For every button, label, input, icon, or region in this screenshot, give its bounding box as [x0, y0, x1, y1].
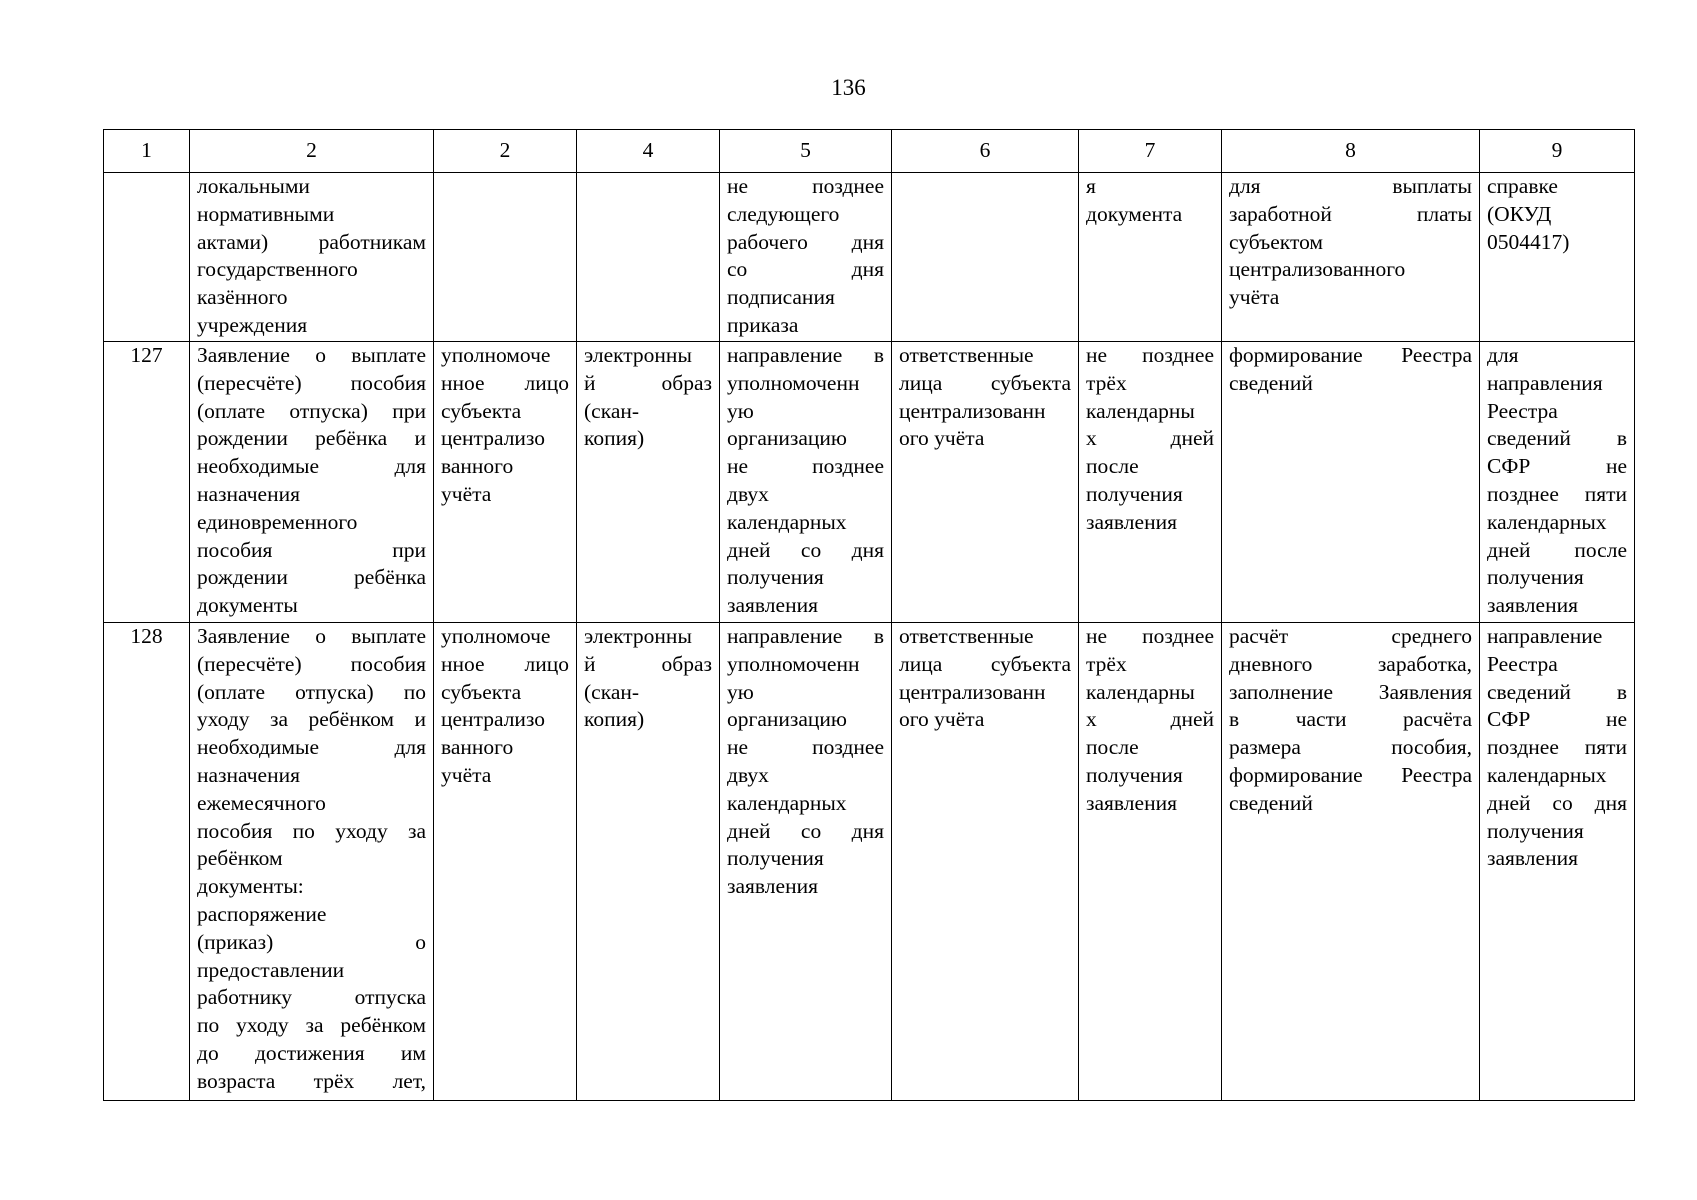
cell-line: календарны — [1086, 398, 1195, 423]
cell-line: ванного — [441, 735, 514, 760]
cell-document — [190, 342, 434, 623]
cell-line: двух — [727, 481, 769, 506]
cell-format — [577, 342, 720, 623]
cell-line: пособия при — [197, 537, 426, 562]
cell-line: сведений в — [1487, 679, 1627, 704]
cell-line: распоряжение — [197, 901, 327, 926]
column-header: 2 — [190, 130, 434, 173]
cell-line: дней после — [1487, 537, 1627, 562]
cell-line: копия) — [584, 426, 645, 451]
cell-line: трёх — [1086, 370, 1127, 395]
column-header: 5 — [720, 130, 892, 173]
cell-processing-term — [1079, 342, 1222, 623]
cell-line: календарных — [1487, 762, 1607, 787]
table-row — [104, 342, 1635, 623]
table-row — [104, 173, 1635, 342]
column-header: 4 — [577, 130, 720, 173]
cell-line: получения — [727, 565, 824, 590]
cell-line: не позднее — [727, 735, 884, 760]
cell-responsible — [434, 623, 577, 1101]
cell-line: (скан- — [584, 679, 640, 704]
cell-line: направление в — [727, 343, 884, 367]
cell-format — [577, 173, 720, 342]
cell-line: получения — [1086, 762, 1183, 787]
cell-line: нормативными — [197, 201, 335, 226]
cell-line: рождении ребёнка и — [197, 426, 426, 451]
cell-line: направление в — [727, 624, 884, 648]
cell-line: электронны — [584, 624, 692, 648]
cell-line: формирование Реестра — [1229, 762, 1472, 787]
cell-line: двух — [727, 762, 769, 787]
cell-purpose — [1222, 173, 1480, 342]
cell-line: необходимые для — [197, 735, 426, 760]
cell-line: ответственные — [899, 624, 1034, 648]
cell-line: субъекта — [441, 398, 522, 423]
cell-line: ответственные — [899, 343, 1034, 367]
cell-line: ую — [727, 679, 754, 704]
cell-line: ежемесячного — [197, 790, 326, 815]
cell-recipient — [892, 173, 1079, 342]
cell-document — [190, 623, 434, 1101]
cell-line: локальными — [197, 174, 310, 198]
cell-line: заработной платы — [1229, 201, 1472, 226]
cell-line: после — [1086, 454, 1139, 479]
cell-line: й образ — [584, 370, 712, 395]
cell-note — [1480, 173, 1635, 342]
cell-line: х дней — [1086, 707, 1214, 732]
cell-line: пособия по уходу за — [197, 818, 426, 843]
cell-line: х дней — [1086, 426, 1214, 451]
cell-line: уполномоченн — [727, 370, 860, 395]
page-number: 136 — [831, 75, 866, 100]
cell-line: электронны — [584, 343, 692, 367]
cell-deadline — [720, 342, 892, 623]
cell-note — [1480, 342, 1635, 623]
cell-recipient — [892, 342, 1079, 623]
cell-line: й образ — [584, 651, 712, 676]
document-table — [103, 129, 1635, 1101]
cell-line: дней со дня — [727, 818, 884, 843]
cell-line: работнику отпуска — [197, 985, 426, 1010]
cell-line: дней со дня — [727, 537, 884, 562]
cell-line: Заявление о выплате — [197, 624, 426, 648]
cell-line: копия) — [584, 707, 645, 732]
cell-line: заявления — [727, 593, 818, 618]
cell-line: учёта — [441, 481, 492, 506]
cell-line: заявления — [727, 874, 818, 899]
cell-line: трёх — [1086, 651, 1127, 676]
cell-line: ого учёта — [899, 707, 985, 732]
cell-line: дней со дня — [1487, 790, 1627, 815]
cell-line: организацию — [727, 707, 847, 732]
cell-deadline — [720, 623, 892, 1101]
cell-line: для выплаты — [1229, 174, 1472, 198]
cell-line: (скан- — [584, 398, 640, 423]
cell-line: ого учёта — [899, 426, 985, 451]
cell-line: календарных — [1487, 509, 1607, 534]
cell-line: следующего — [727, 201, 840, 226]
cell-responsible — [434, 173, 577, 342]
cell-line: государственного — [197, 257, 358, 282]
cell-line: документы — [197, 593, 298, 618]
cell-line: нное лицо — [441, 651, 569, 676]
cell-line: позднее пяти — [1487, 735, 1627, 760]
cell-purpose — [1222, 623, 1480, 1101]
cell-processing-term — [1079, 623, 1222, 1101]
cell-line: уполномоче — [441, 624, 551, 648]
cell-line: предоставлении — [197, 957, 345, 982]
cell-line: для — [1487, 343, 1519, 367]
cell-line: до достижения им — [197, 1040, 426, 1065]
header-row — [104, 130, 1635, 173]
column-header: 8 — [1222, 130, 1480, 173]
cell-line: лица субъекта — [899, 370, 1071, 395]
cell-line: (пересчёте) пособия — [197, 651, 426, 676]
cell-line: приказа — [727, 312, 799, 337]
cell-line: СФР не — [1487, 707, 1627, 732]
cell-line: получения — [1487, 565, 1584, 590]
cell-line: субъектом — [1229, 229, 1324, 254]
cell-line: по уходу за ребёнком — [197, 1013, 426, 1038]
cell-note — [1480, 623, 1635, 1101]
cell-line: после — [1086, 735, 1139, 760]
column-header: 6 — [892, 130, 1079, 173]
cell-responsible — [434, 342, 577, 623]
cell-line: ванного — [441, 454, 514, 479]
cell-line: уходу за ребёнком и — [197, 707, 426, 732]
cell-format — [577, 623, 720, 1101]
cell-line: необходимые для — [197, 454, 426, 479]
cell-line: позднее пяти — [1487, 481, 1627, 506]
cell-line: не позднее — [1086, 343, 1214, 367]
cell-line: Реестра — [1487, 398, 1558, 423]
cell-line: сведений — [1229, 370, 1313, 395]
cell-line: централизованн — [899, 398, 1046, 423]
cell-deadline — [720, 173, 892, 342]
cell-line: централизованного — [1229, 257, 1406, 282]
cell-line: ребёнком — [197, 846, 283, 871]
cell-line: единовременного — [197, 509, 358, 534]
cell-line: я — [1086, 174, 1096, 198]
cell-line: уполномоче — [441, 343, 551, 367]
cell-line: дневного заработка, — [1229, 651, 1472, 676]
column-header: 9 — [1480, 130, 1635, 173]
cell-line: заполнение Заявления — [1229, 679, 1472, 704]
cell-line: учёта — [1229, 285, 1280, 310]
cell-line: заявления — [1086, 790, 1177, 815]
cell-line: актами) работникам — [197, 229, 426, 254]
cell-line: нное лицо — [441, 370, 569, 395]
cell-line: рождении ребёнка — [197, 565, 426, 590]
cell-line: централизо — [441, 707, 546, 732]
table-row — [104, 623, 1635, 1101]
cell-line: учреждения — [197, 312, 308, 337]
cell-line: получения — [1086, 481, 1183, 506]
cell-line: заявления — [1086, 509, 1177, 534]
cell-line: не позднее — [1086, 624, 1214, 648]
cell-line: расчёт среднего — [1229, 624, 1472, 648]
cell-line: в части расчёта — [1229, 707, 1472, 732]
cell-line: Заявление о выплате — [197, 343, 426, 367]
cell-line: подписания — [727, 285, 835, 310]
cell-line: СФР не — [1487, 454, 1627, 479]
cell-line: заявления — [1487, 846, 1578, 871]
cell-recipient — [892, 623, 1079, 1101]
cell-line: не позднее — [727, 454, 884, 479]
cell-line: календарны — [1086, 679, 1195, 704]
cell-line: размера пособия, — [1229, 735, 1472, 760]
cell-line: календарных — [727, 509, 847, 534]
row-number: 128 — [104, 623, 190, 1101]
cell-line: централизованн — [899, 679, 1046, 704]
cell-line: справке — [1487, 174, 1558, 198]
cell-line: уполномоченн — [727, 651, 860, 676]
cell-line: рабочего дня — [727, 229, 884, 254]
cell-line: сведений — [1229, 790, 1313, 815]
cell-line: Реестра — [1487, 651, 1558, 676]
cell-line: ую — [727, 398, 754, 423]
cell-line: назначения — [197, 481, 300, 506]
cell-line: учёта — [441, 762, 492, 787]
cell-line: 0504417) — [1487, 229, 1570, 254]
cell-line: лица субъекта — [899, 651, 1071, 676]
cell-line: назначения — [197, 762, 300, 787]
cell-document — [190, 173, 434, 342]
column-header: 1 — [104, 130, 190, 173]
row-number — [104, 173, 190, 342]
cell-line: казённого — [197, 285, 288, 310]
column-header: 7 — [1079, 130, 1222, 173]
cell-line: возраста трёх лет, — [197, 1068, 426, 1093]
cell-line: календарных — [727, 790, 847, 815]
cell-line: (приказ) о — [197, 929, 426, 954]
cell-line: централизо — [441, 426, 546, 451]
cell-line: направления — [1487, 370, 1603, 395]
cell-line: получения — [727, 846, 824, 871]
cell-line: заявления — [1487, 593, 1578, 618]
cell-line: формирование Реестра — [1229, 343, 1472, 367]
cell-line: (пересчёте) пособия — [197, 370, 426, 395]
row-number: 127 — [104, 342, 190, 623]
cell-line: (оплате отпуска) по — [197, 679, 426, 704]
cell-line: направление — [1487, 624, 1603, 648]
cell-line: не позднее — [727, 174, 884, 198]
cell-purpose — [1222, 342, 1480, 623]
cell-processing-term — [1079, 173, 1222, 342]
cell-line: (оплате отпуска) при — [197, 398, 426, 423]
cell-line: документа — [1086, 201, 1183, 226]
cell-line: получения — [1487, 818, 1584, 843]
cell-line: (ОКУД — [1487, 201, 1552, 226]
cell-line: сведений в — [1487, 426, 1627, 451]
cell-line: со дня — [727, 257, 884, 282]
column-header: 2 — [434, 130, 577, 173]
cell-line: документы: — [197, 874, 304, 899]
cell-line: организацию — [727, 426, 847, 451]
cell-line: субъекта — [441, 679, 522, 704]
